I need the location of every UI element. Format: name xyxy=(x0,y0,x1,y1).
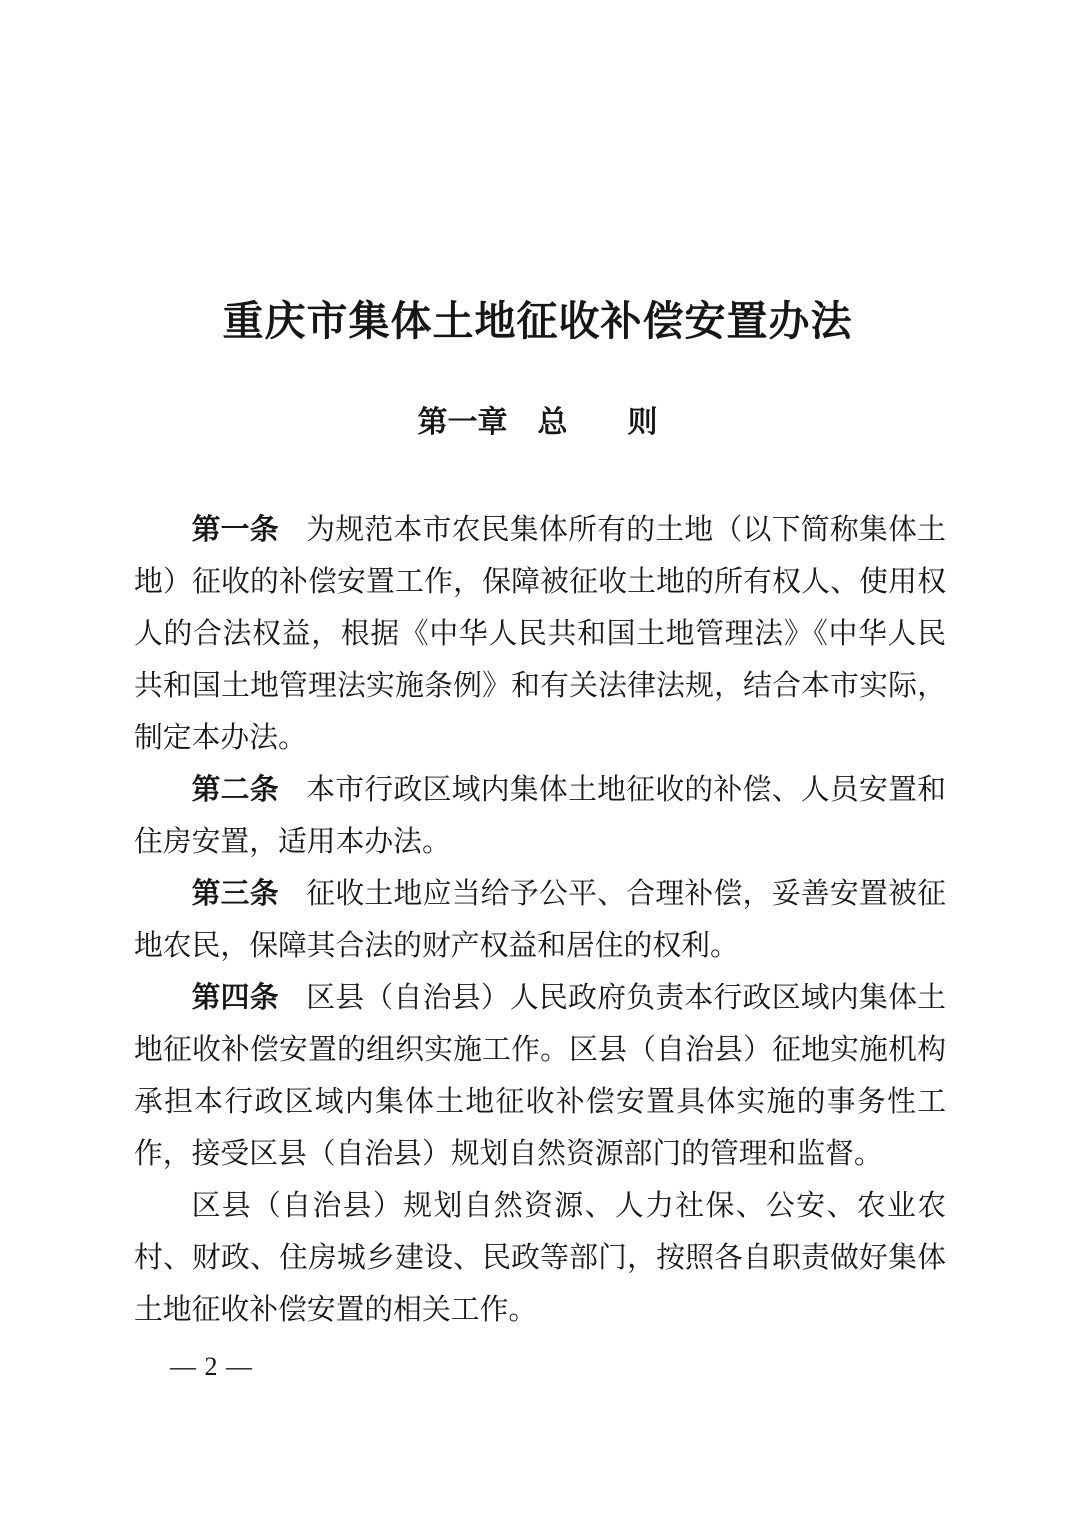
paragraph xyxy=(134,764,946,868)
chapter-heading: 第一章 总 则 xyxy=(417,406,658,439)
paragraph-text: 区县（自治县）规划自然资源、人力社保、公安、农业农村、财政、住房城乡建设、民政等部门，按照各自职责做好集体土地征收补偿安置的相关工作。 xyxy=(134,1190,946,1326)
paragraph xyxy=(134,1180,946,1336)
paragraph-text: 区县（自治县）人民政府负责本行政区域内集体土地征收补偿安置的组织实施工作。区县（自治县）征地实施机构承担本行政区域内集体土地征收补偿安置具体实施的事务性工作，接受区县（自治县）规划自然资源部门的管理和监督。 xyxy=(134,982,946,1170)
paragraph xyxy=(134,504,946,764)
paragraph-text: 本市行政区域内集体土地征收的补偿、人员安置和住房安置，适用本办法。 xyxy=(134,774,946,858)
article-label: 第二条 xyxy=(191,774,279,806)
paragraph-text: 征收土地应当给予公平、合理补偿，妥善安置被征地农民，保障其合法的财产权益和居住的权利。 xyxy=(134,878,946,962)
paragraph xyxy=(134,868,946,972)
document-title: 重庆市集体土地征收补偿安置办法 xyxy=(222,298,853,344)
paragraph xyxy=(134,972,946,1180)
page-number: — 2 — xyxy=(170,1352,253,1381)
article-label: 第四条 xyxy=(191,982,279,1014)
document-body xyxy=(134,504,946,1336)
article-label: 第三条 xyxy=(191,878,279,910)
article-label: 第一条 xyxy=(191,514,279,546)
paragraph-text: 为规范本市农民集体所有的土地（以下简称集体土地）征收的补偿安置工作，保障被征收土地的所有权人、使用权人的合法权益，根据《中华人民共和国土地管理法》《中华人民共和国土地管理法实施条例》和有关法律法规，结合本市实际，制定本办法。 xyxy=(134,514,946,754)
